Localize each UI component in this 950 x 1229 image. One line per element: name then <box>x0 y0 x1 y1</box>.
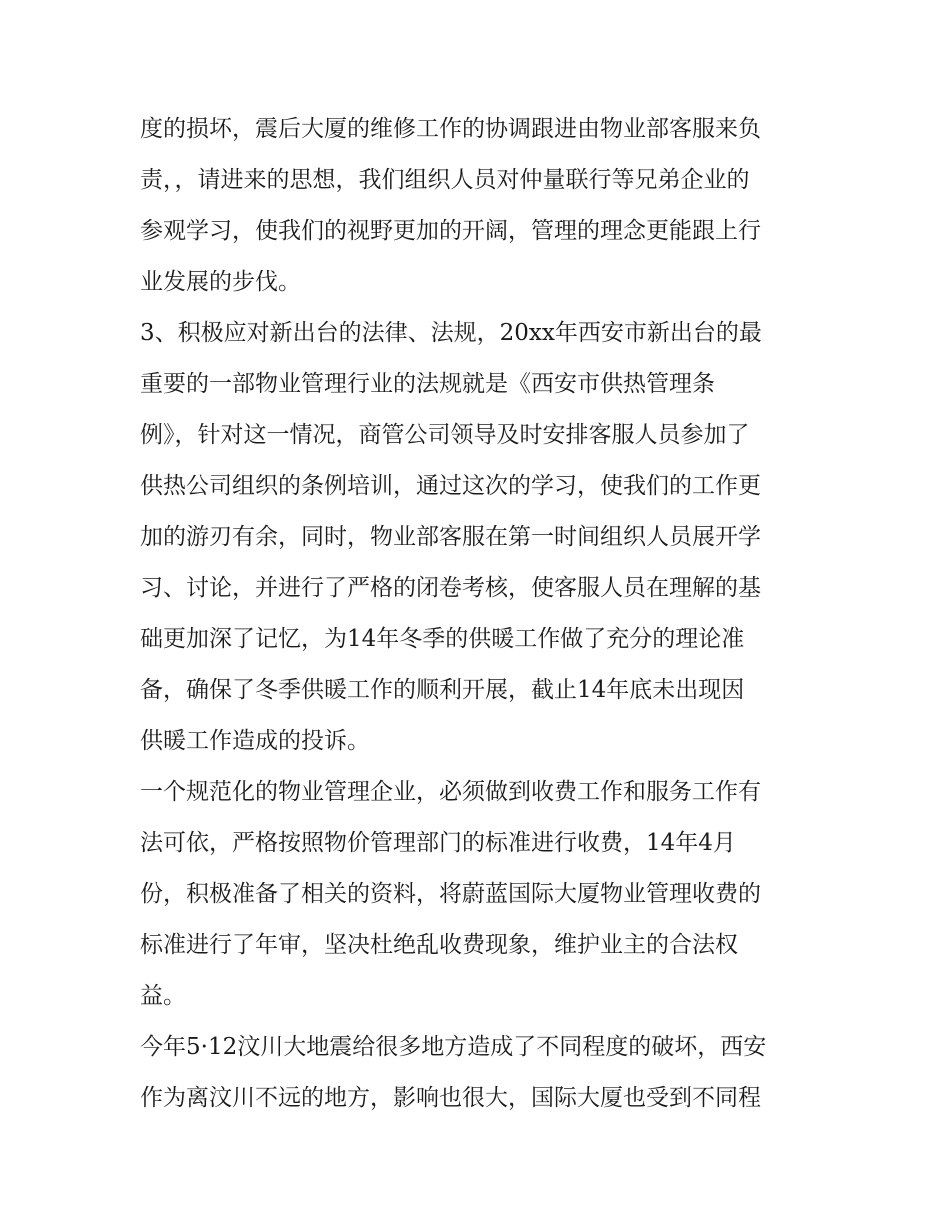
text-line-8: 供热公司组织的条例培训，通过这次的学习，使我们的工作更 <box>140 473 761 499</box>
text-line-17: 标准进行了年审，坚决杜绝乱收费现象，维护业主的合法权 <box>140 932 738 958</box>
text-line-3: 参观学习，使我们的视野更加的开阔，管理的理念更能跟上行 <box>140 218 761 244</box>
text-line-13: 供暖工作造成的投诉。 <box>140 728 370 754</box>
body-text <box>140 104 830 1124</box>
text-line-15: 法可依，严格按照物价管理部门的标准进行收费，14年4月 <box>140 830 736 856</box>
text-line-9: 加的游刃有余，同时，物业部客服在第一时间组织人员展开学 <box>140 524 761 550</box>
text-line-20: 作为离汶川不远的地方，影响也很大，国际大厦也受到不同程 <box>140 1085 761 1111</box>
text-line-4: 业发展的步伐。 <box>140 269 301 295</box>
text-line-10: 习、讨论，并进行了严格的闭卷考核，使客服人员在理解的基 <box>140 575 761 601</box>
text-line-5: 3、积极应对新出台的法律、法规，20xx年西安市新出台的最 <box>140 320 762 346</box>
text-line-12: 备，确保了冬季供暖工作的顺利开展，截止14年底未出现因 <box>140 677 745 703</box>
text-line-16: 份，积极准备了相关的资料，将蔚蓝国际大厦物业管理收费的 <box>140 881 761 907</box>
text-line-2: 责，，请进来的思想，我们组织人员对仲量联行等兄弟企业的 <box>140 167 750 193</box>
text-line-7: 例》，针对这一情况，商管公司领导及时安排客服人员参加了 <box>140 422 750 448</box>
text-line-18: 益。 <box>140 983 186 1009</box>
text-line-11: 础更加深了记忆，为14年冬季的供暖工作做了充分的理论准 <box>140 626 745 652</box>
text-line-19: 今年5·12汶川大地震给很多地方造成了不同程度的破坏，西安 <box>140 1034 767 1060</box>
text-line-6: 重要的一部物业管理行业的法规就是《西安市供热管理条 <box>140 371 715 397</box>
text-line-1: 度的损坏，震后大厦的维修工作的协调跟进由物业部客服来负 <box>140 116 761 142</box>
text-line-14: 一个规范化的物业管理企业，必须做到收费工作和服务工作有 <box>140 779 761 805</box>
